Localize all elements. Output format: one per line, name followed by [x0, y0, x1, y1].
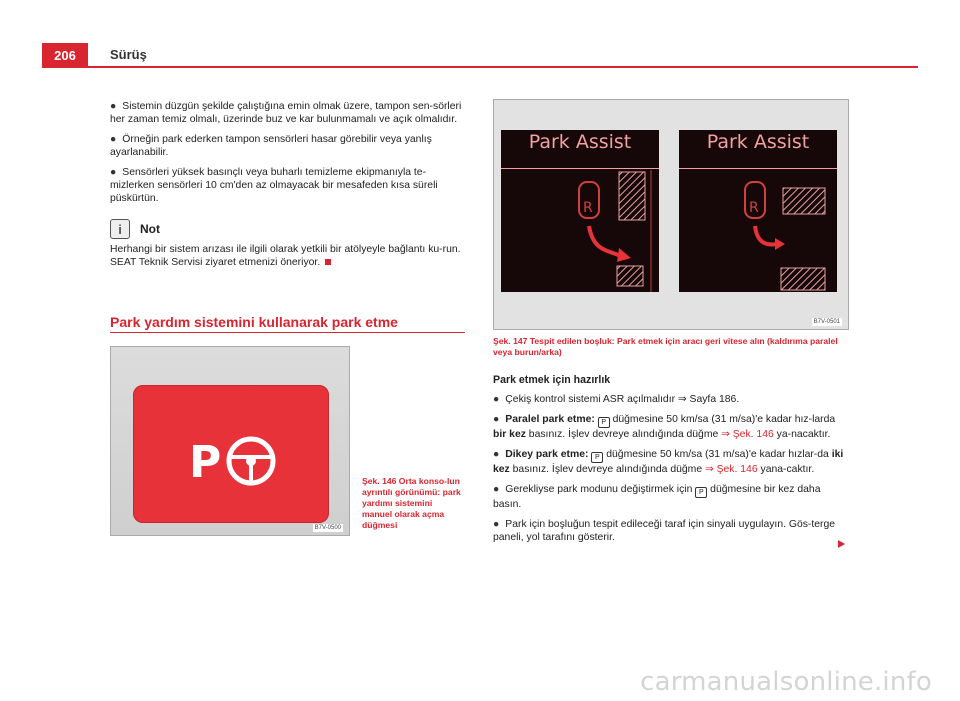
- header-rule: [88, 66, 918, 68]
- end-mark-icon: [325, 259, 331, 265]
- bullet-item: [110, 133, 465, 159]
- bullet-text: Gerekliyse park modunu değiştirmek için: [505, 484, 696, 495]
- bullet-text: düğmesine bir kez daha basın.: [493, 484, 821, 510]
- figure-147-caption: Şek. 147 Tespit edilen boşluk: Park etmek için aracı geri vitese alın (kaldırıma paralel veya burun/arka): [493, 336, 838, 357]
- bullet-icon: ●: [110, 167, 117, 178]
- park-button-icon: P: [695, 487, 707, 498]
- bullet-text: Örneğin park ederken tampon sensörleri hasar görebilir veya yanlış ayarlanabilir.: [110, 134, 432, 158]
- bullet-text: düğmesine 50 km/sa (31 m/sa)'e kadar hız-larda: [609, 414, 836, 425]
- bullet-icon: ●: [493, 449, 500, 460]
- display-title: Park Assist: [706, 131, 810, 153]
- info-icon: i: [110, 219, 130, 239]
- right-column: [493, 374, 848, 551]
- figure-code: B7V-0500: [314, 525, 341, 531]
- left-column: [110, 100, 465, 269]
- bullet-item: [110, 100, 465, 126]
- note-header: [110, 219, 465, 239]
- park-assist-icon: [133, 385, 329, 523]
- bullet-label: Dikey park etme:: [505, 449, 589, 460]
- figure-146: [110, 346, 350, 536]
- park-button-icon: P: [591, 452, 603, 463]
- note-text: [110, 243, 465, 269]
- bullet-icon: ●: [493, 484, 500, 495]
- section-rule: [110, 332, 465, 333]
- chapter-title: Sürüş: [110, 47, 147, 62]
- bullet-icon: ●: [110, 134, 117, 145]
- park-assist-button-image: [133, 385, 329, 523]
- bullet-icon: ●: [493, 519, 500, 530]
- park-button-icon: P: [598, 417, 610, 428]
- svg-text:R: R: [583, 200, 593, 216]
- bullet-item: [493, 413, 848, 441]
- display-title: Park Assist: [528, 131, 632, 153]
- figure-link[interactable]: ⇒ Şek. 146: [721, 429, 774, 440]
- bullet-item: [110, 166, 465, 205]
- bullet-bold: bir kez: [493, 429, 526, 440]
- bullet-text: Park için boşluğun tespit edileceği taraf için sinyali uygulayın. Gös-terge paneli, yol tarafını gösterir.: [493, 519, 836, 543]
- bullet-text: ya-nacaktır.: [773, 429, 831, 440]
- bullet-text: Sistemin düzgün şekilde çalıştığına emin olmak üzere, tampon sen-sörleri her zaman temiz olmalı, üzerinde buz ve kar bulunmamalı ve açık olmalıdır.: [110, 101, 462, 125]
- display-perpendicular: [679, 130, 837, 292]
- parallel-parking-diagram: [501, 130, 659, 292]
- bullet-text: Sensörleri yüksek basınçlı veya buharlı temizleme ekipmanıyla te-mizlerken sensörleri 10 cm'den az olmayacak bir mesafeden kısa süreli püskürtün.: [110, 167, 438, 204]
- bullet-label: Paralel park etme:: [505, 414, 595, 425]
- bullet-item: [493, 483, 848, 511]
- bullet-icon: ●: [493, 394, 500, 405]
- note-title: Not: [140, 221, 160, 236]
- subsection-heading: Park etmek için hazırlık: [493, 374, 611, 386]
- figure-code: B7V-0501: [813, 319, 840, 325]
- perpendicular-parking-diagram: [679, 130, 837, 292]
- section-title: Park yardım sistemini kullanarak park etme: [110, 314, 398, 330]
- svg-text:P: P: [189, 437, 222, 488]
- bullet-text: basınız. İşlev devreye alındığında düğme: [525, 429, 722, 440]
- figure-146-caption: Şek. 146 Orta konso-lun ayrıntılı görünümü: park yardımı sistemini manuel olarak açma düğmesi: [362, 476, 461, 530]
- figure-147: [493, 99, 849, 330]
- bullet-text: düğmesine 50 km/sa (31 m/sa)'e kadar hızlar-da: [603, 449, 832, 460]
- svg-text:R: R: [749, 200, 759, 216]
- page-number: 206: [42, 43, 88, 68]
- bullet-text: yana-caktır.: [757, 464, 815, 475]
- bullet-icon: ●: [110, 101, 117, 112]
- bullet-text: Çekiş kontrol sistemi ASR açılmalıdır ⇒ Sayfa 186.: [505, 394, 740, 405]
- continue-arrow-icon: [838, 540, 845, 548]
- bullet-icon: ●: [493, 414, 500, 425]
- bullet-item: [493, 393, 848, 406]
- watermark: carmanualsonline.info: [640, 667, 932, 697]
- bullet-item: [493, 518, 848, 544]
- display-parallel: [501, 130, 659, 292]
- bullet-text: basınız. İşlev devreye alındığında düğme: [509, 464, 705, 475]
- bullet-item: [493, 448, 848, 476]
- figure-link[interactable]: ⇒ Şek. 146: [705, 464, 758, 475]
- note-body: Herhangi bir sistem arızası ile ilgili olarak yetkili bir atölyeyle bağlantı ku-run. SEAT Teknik Servisi ziyaret etmenizi öneriyor.: [110, 244, 461, 268]
- bullet-bold: iki kez: [493, 449, 844, 475]
